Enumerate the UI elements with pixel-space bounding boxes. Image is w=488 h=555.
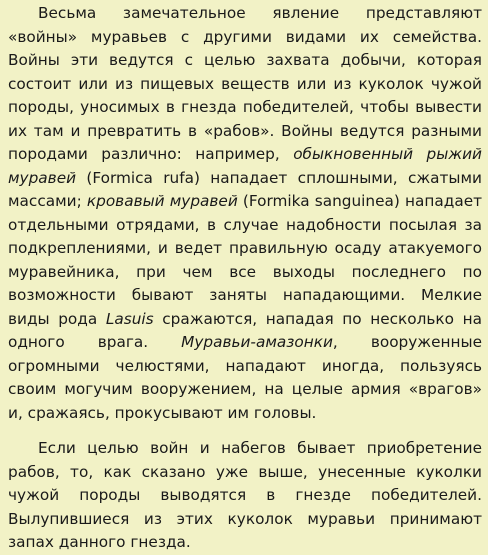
text-segment: Весьма замечательное явление представляют «войны» муравьев с другими видами их семейства. Войны эти ведутся с целью захвата добычи, которая состоит или из пищевых веществ или из куколок чужой породы, уносимых в гнезда победителей, чтобы вывести их там и превратить в «рабов». Войны ведутся разными породами различно: например,: [8, 4, 482, 163]
text-segment: , вооруженные огромными челюстями, нападают иногда, пользуясь своим могучим вооружением, на целые армия «врагов» и, сражаясь, прокусывают им головы.: [8, 333, 482, 422]
species-name: Муравьи-амазонки: [181, 333, 333, 351]
text-segment: сражаются, нападая по несколько на одного врага.: [8, 309, 482, 351]
text-segment: Если целью войн и набегов бывает приобретение рабов, то, как сказано уже выше, унесенные куколки чужой породы выводятся в гнезде победителей. Вылупившиеся из этих куколок муравьи принимают запах данного гнезда.: [8, 439, 482, 551]
paragraph-2: [8, 437, 482, 555]
article-text: [8, 2, 482, 555]
genus-name: Lasuis: [105, 309, 154, 328]
species-name: кровавый муравей: [86, 192, 238, 210]
text-segment: (Formica rufa) нападает сплошными, сжатыми массами;: [8, 168, 482, 210]
species-name: обыкновенный рыжий муравей: [8, 145, 482, 187]
text-segment: (Formika sanguinea) нападает отдельными отрядами, в случае надобности посылая за подкреплениями, и ведет правильную осаду атакуемого муравейника, при чем все выходы последнего по возможности бывают заняты нападающими. Мелкие виды рода: [8, 192, 483, 328]
paragraph-1: [8, 2, 482, 425]
